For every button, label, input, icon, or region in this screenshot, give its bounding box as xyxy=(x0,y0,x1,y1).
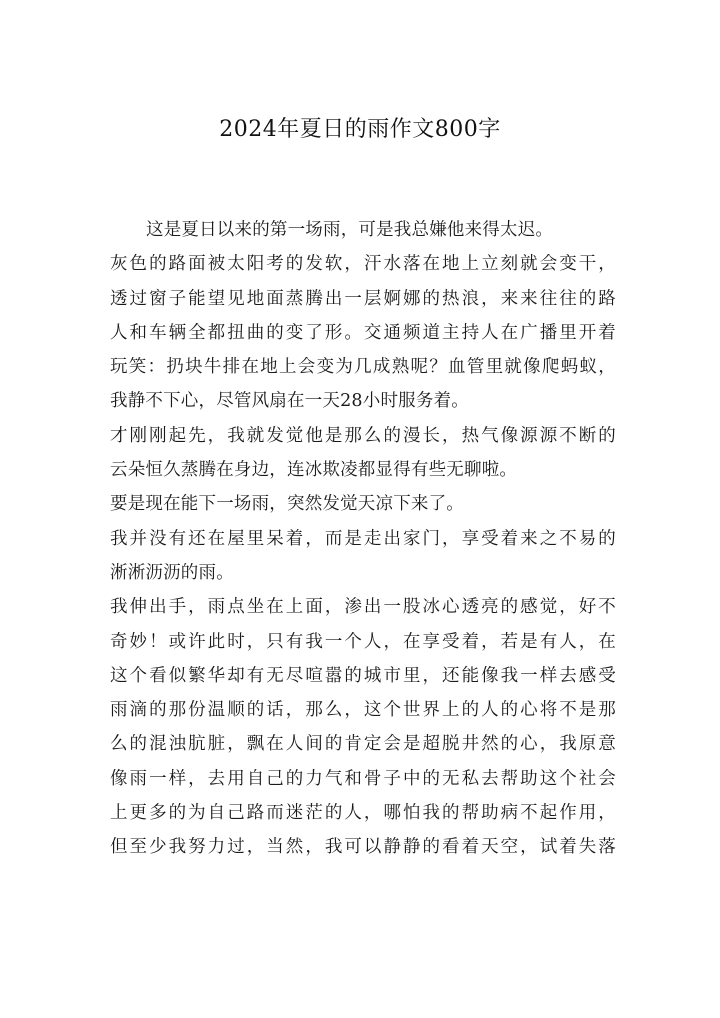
text-line: 云朵恒久蒸腾在身边，连冰欺凌都显得有些无聊啦。 xyxy=(110,460,518,481)
text-line: 我伸出手，雨点坐在上面，渗出一股冰心透亮的感觉，好不 xyxy=(110,597,616,618)
text-line: 透过窗子能望见地面蒸腾出一层婀娜的热浪，来来往往的路 xyxy=(110,288,616,309)
text-line: 要是现在能下一场雨，突然发觉天凉下来了。 xyxy=(110,494,464,515)
text-line: 上更多的为自己路而迷茫的人，哪怕我的帮助病不起作用， xyxy=(110,803,616,824)
text-line: 这是夏日以来的第一场雨，可是我总嫌他来得太迟。 xyxy=(146,220,554,240)
text-line: 像雨一样，去用自己的力气和骨子中的无私去帮助这个社会 xyxy=(110,768,616,789)
text-line: 淅淅沥沥的雨。 xyxy=(110,562,234,583)
text-line: 雨滴的那份温顺的话，那么，这个世界上的人的心将不是那 xyxy=(110,700,616,721)
text-line: 奇妙！或许此时，只有我一个人，在享受着，若是有人，在 xyxy=(110,631,616,652)
text-line: 这个看似繁华却有无尽喧嚣的城市里，还能像我一样去感受 xyxy=(110,665,616,686)
text-line: 么的混浊肮脏，飘在人间的肯定会是超脱井然的心，我原意 xyxy=(110,734,616,755)
text-line: 但至少我努力过，当然，我可以静静的看着天空，试着失落 xyxy=(110,837,616,858)
text-line: 我并没有还在屋里呆着，而是走出家门，享受着来之不易的 xyxy=(110,528,616,549)
document-body xyxy=(110,213,616,865)
text-line: 人和车辆全都扭曲的变了形。交通频道主持人在广播里开着 xyxy=(110,322,616,343)
text-line: 才刚刚起先，我就发觉他是那么的漫长，热气像源源不断的 xyxy=(110,425,616,446)
text-line: 玩笑：扔块牛排在地上会变为几成熟呢？血管里就像爬蚂蚁， xyxy=(110,357,616,378)
document-title: 2024年夏日的雨作文800字 xyxy=(219,117,501,142)
text-line: 我静不下心，尽管风扇在一天28小时服务着。 xyxy=(110,391,469,412)
text-line: 灰色的路面被太阳考的发软，汗水落在地上立刻就会变干， xyxy=(110,254,616,275)
